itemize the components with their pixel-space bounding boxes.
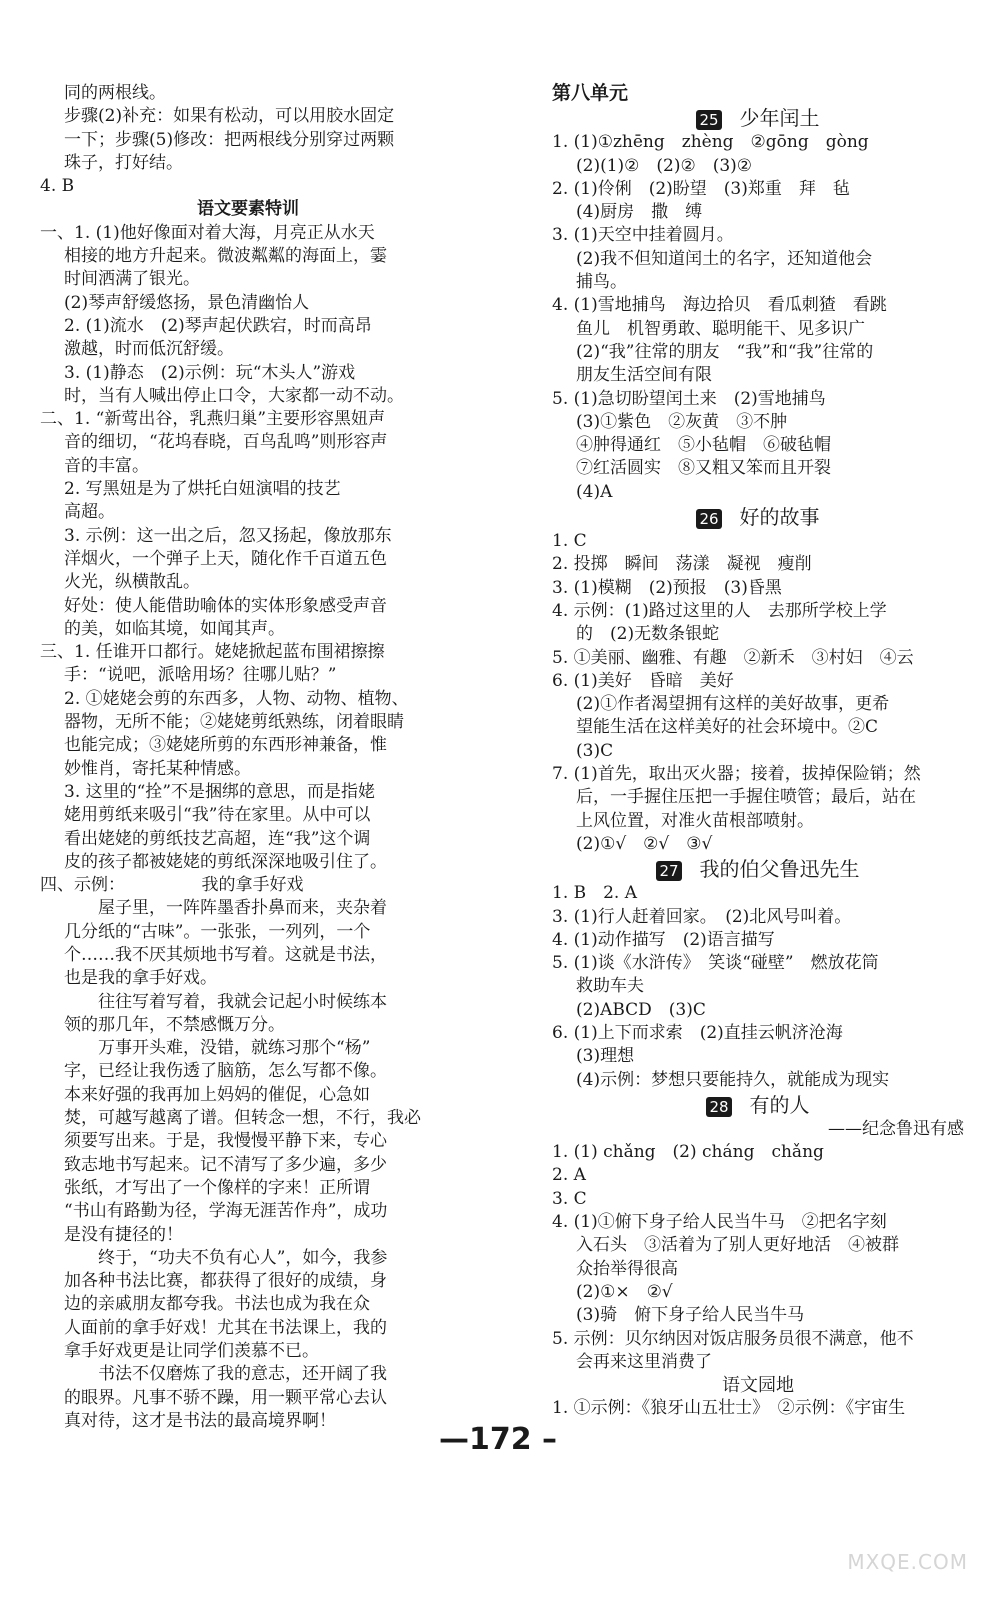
line-text: 步骤(2)补充：如果有松动，可以用胶水固定 [64,106,395,127]
watermark: MXQE.COM [847,1550,968,1574]
answer-line [40,664,456,687]
answer-line [552,201,964,224]
line-text: 看出姥姥的剪纸技艺高超，连“我”这个调 [64,828,371,849]
line-text: 屋子里，一阵阵墨香扑鼻而来，夹杂着 [64,898,387,919]
answer-line [40,828,456,851]
line-text: 朋友生活空间有限 [576,365,712,386]
answer-line [552,294,964,317]
line-text: 3. (1)模糊 (2)预报 (3)昏黑 [552,577,782,598]
answer-line [40,1387,456,1410]
line-text: 会再来这里消费了 [576,1351,712,1372]
answer-line [552,178,964,201]
answer-line [552,318,964,341]
answer-line [552,1188,964,1211]
line-text: 3. 示例：这一出之后，忽又扬起，像放那东 [64,525,392,546]
answer-line [40,455,456,478]
line-text: 音的细切，“花坞春晓，百鸟乱鸣”则形容声 [64,432,388,453]
answer-line [552,670,964,693]
line-text: 一、1. (1)他好像面对着大海，月亮正从水天 [40,222,375,243]
line-text: 二、1. “新莺出谷，乳燕归巢”主要形容黑妞声 [40,409,386,430]
line-text: 3. 这里的“拴”不是捆绑的意思，而是指姥 [64,781,376,802]
line-text: 2. 投掷 瞬间 荡漾 凝视 瘦削 [552,554,812,575]
line-text: 5. (1)急切盼望闰土来 (2)雪地捕鸟 [552,388,826,409]
answer-line [552,906,964,929]
answer-line [552,1069,964,1092]
answer-line [552,341,964,364]
line-text: 妙惟肖，寄托某种情感。 [64,758,251,779]
answer-line [552,82,964,105]
answer-line [40,571,456,594]
answer-line [40,734,456,757]
answer-line [552,553,964,576]
line-text: 时间洒满了银光。 [64,269,200,290]
answer-line [40,1154,456,1177]
answer-line [552,530,964,553]
lesson-heading [552,504,964,530]
answer-line [40,688,456,711]
line-text: 本来好强的我再加上妈妈的催促，心急如 [64,1084,370,1105]
answer-line [552,1304,964,1327]
answer-line [40,595,456,618]
line-text: 1. C [552,531,587,552]
line-text: 3. (1)静态 (2)示例：玩“木头人”游戏 [64,362,356,383]
line-text: 2. A [552,1165,586,1186]
line-text: (3)骑 俯下身子给人民当牛马 [576,1305,805,1326]
answer-line [552,975,964,998]
line-text: 致志地书写起来。记不清写了多少遍，多少 [64,1154,387,1175]
answer-line [552,786,964,809]
line-text: 7. (1)首先，取出灭火器；接着，拔掉保险销；然 [552,764,921,785]
answer-line [40,501,456,524]
answer-line [552,999,964,1022]
line-text: 语文园地 [722,1375,794,1397]
answer-line [552,647,964,670]
answer-line [40,1340,456,1363]
answer-line [40,431,456,454]
answer-line [40,268,456,291]
answer-line [552,1234,964,1257]
line-text: 激越，时而低沉舒缓。 [64,339,234,360]
line-text: 3. (1)天空中挂着圆月。 [552,225,734,246]
line-text: 领的那几年，不禁感慨万分。 [64,1014,285,1035]
line-text: (4)厨房 撒 缚 [576,202,703,223]
answer-line [552,1374,964,1397]
answer-line [552,131,964,154]
answer-line [552,224,964,247]
answer-line [552,411,964,434]
line-text: (4)示例：梦想只要能持久，就能成为现实 [576,1069,890,1090]
answer-line [40,758,456,781]
answer-line [552,623,964,646]
lesson-heading [552,1092,964,1118]
line-text: 第八单元 [552,82,629,104]
line-text: 1. (1) chǎng (2) cháng chǎng [552,1142,824,1163]
line-text: 后，一手握住压把一手握住喷管；最后，站在 [576,787,916,808]
answer-line [552,1045,964,1068]
answer-line [40,804,456,827]
answer-line [40,1107,456,1130]
answer-line [40,781,456,804]
line-text: ④肿得通红 ⑤小毡帽 ⑥破毡帽 [576,435,831,456]
line-text: 四、示例： 我的拿手好戏 [40,875,304,896]
line-text: 1. B 2. A [552,883,638,904]
answer-line [40,874,456,897]
line-text: 手：“说吧，派啥用场？往哪儿贴？” [64,665,337,686]
line-text: 4. B [40,176,75,197]
line-text: ——纪念鲁迅有感 [828,1118,964,1139]
answer-line [40,944,456,967]
line-text: 相接的地方升起来。微波粼粼的海面上，霎 [64,246,387,267]
answer-line [552,155,964,178]
answer-line [40,315,456,338]
line-text: (2)“我”往常的朋友 “我”和“我”往常的 [576,341,874,362]
answer-line [40,618,456,641]
answer-line [552,248,964,271]
line-text: (3)理想 [576,1046,635,1067]
answer-line [40,641,456,664]
line-text: 1. (1)①zhēng zhèng ②gōng gòng [552,132,869,153]
answer-line [40,408,456,431]
lesson-number-badge: 28 [706,1097,731,1117]
answer-line [40,1270,456,1293]
line-text: 入石头 ③活着为了别人更好地活 ④被群 [576,1235,899,1256]
answer-line [40,1363,456,1386]
answer-line [40,1084,456,1107]
line-text: 须要写出来。于是，我慢慢平静下来，专心 [64,1131,387,1152]
line-text: 2. (1)伶俐 (2)盼望 (3)郑重 拜 毡 [552,178,850,199]
line-text: (2)琴声舒缓悠扬，景色清幽怡人 [64,292,310,313]
answer-line [552,457,964,480]
answer-line [40,1224,456,1247]
line-text: (3)C [576,740,614,761]
line-text: 边的亲戚朋友都夸我。书法也成为我在众 [64,1294,370,1315]
line-text: 真对待，这才是书法的最高境界啊！ [64,1410,336,1431]
answer-line [40,175,456,198]
answer-line [552,434,964,457]
answer-line [552,882,964,905]
lesson-number-badge: 26 [696,509,721,529]
answer-line [40,82,456,105]
line-text: 焚，可越写越离了谱。但转念一想，不行，我必 [64,1108,421,1129]
answer-line [552,1281,964,1304]
answer-line [40,1130,456,1153]
line-text: (2)我不但知道闰土的名字，还知道他会 [576,248,873,269]
line-text: 4. 示例：(1)路过这里的人 去那所学校上学 [552,600,887,621]
answer-line [552,1258,964,1281]
answer-line [552,481,964,504]
line-text: 救助车夫 [576,976,644,997]
line-text: 万事开头难，没错，就练习那个“杨” [64,1038,371,1059]
line-text: 的 (2)无数条银蛇 [576,624,720,645]
line-text: 一下；步骤(5)修改：把两根线分别穿过两颗 [64,129,395,150]
line-text: “书山有路勤为径，学海无涯苦作舟”，成功 [64,1201,388,1222]
line-text: 望能生活在这样美好的社会环境中。②C [576,717,879,738]
line-text: 3. (1)行人赶着回家。 (2)北风号叫着。 [552,906,852,927]
line-text: 字，已经让我伤透了脑筋，怎么写都不像。 [64,1061,387,1082]
line-text: ⑦红活圆实 ⑧又粗又笨而且开裂 [576,458,831,479]
line-text: 2. (1)流水 (2)琴声起伏跌宕，时而高昂 [64,315,372,336]
answer-line [552,952,964,975]
answer-line [40,105,456,128]
answer-line [552,1141,964,1164]
line-text: (2)(1)② (2)② (3)② [576,155,753,176]
line-text: 书法不仅磨炼了我的意志，还开阔了我 [64,1364,387,1385]
line-text: 个……我不厌其烦地书写着。这就是书法， [64,944,387,965]
line-text: (2)ABCD (3)C [576,999,706,1020]
line-text: 洋烟火，一个弹子上天，随化作千百道五色 [64,548,387,569]
line-text: 的眼界。凡事不骄不躁，用一颗平常心去认 [64,1387,387,1408]
line-text: 好处：使人能借助喻体的实体形象感受声音 [64,595,387,616]
answer-line [552,763,964,786]
answer-line [40,198,456,221]
line-text: (2)①× ②√ [576,1281,673,1302]
answer-line [552,1022,964,1045]
answer-line [40,292,456,315]
line-text: 时，当有人喊出停止口令，大家都一动不动。 [64,385,404,406]
answer-line [40,1247,456,1270]
answer-line [40,1317,456,1340]
lesson-number-badge: 25 [696,110,721,130]
answer-line [40,1014,456,1037]
line-text: 5. 示例：贝尔纳因对饭店服务员很不满意，他不 [552,1328,914,1349]
line-text: 2. ①姥姥会剪的东西多，人物、动物、植物、 [64,688,409,709]
line-text: 6. (1)上下而求索 (2)直挂云帆济沧海 [552,1022,843,1043]
line-text: 也是我的拿手好戏。 [64,968,217,989]
answer-line [40,711,456,734]
line-text: 4. (1)①俯下身子给人民当牛马 ②把名字刻 [552,1212,887,1233]
line-text: 是没有捷径的！ [64,1224,183,1245]
line-text: 有的人 [749,1092,810,1117]
answer-line [552,364,964,387]
line-text: 音的丰富。 [64,455,149,476]
line-text: 火光，纵横散乱。 [64,572,200,593]
line-text: 5. ①美丽、幽雅、有趣 ②新禾 ③村妇 ④云 [552,647,914,668]
answer-line [40,851,456,874]
line-text: (4)A [576,481,613,502]
line-text: (2)①作者渴望拥有这样的美好故事，更希 [576,694,890,715]
answer-line [552,833,964,856]
line-text: 张纸，才写出了一个像样的字来！正所谓 [64,1177,370,1198]
answer-line [40,548,456,571]
line-text: 加各种书法比赛，都获得了很好的成绩，身 [64,1271,387,1292]
answer-line [40,1177,456,1200]
answer-line [40,1037,456,1060]
line-text: 的美，如临其境，如闻其声。 [64,618,285,639]
line-text: 4. (1)动作描写 (2)语言描写 [552,929,775,950]
line-text: 几分纸的“古味”。一张张，一列列，一个 [64,921,371,942]
answer-line [40,967,456,990]
answer-line [552,716,964,739]
line-text: 终于，“功夫不负有心人”，如今，我参 [64,1247,388,1268]
right-answer-column [552,82,964,1421]
answer-line [40,478,456,501]
lesson-number-badge: 27 [656,861,681,881]
line-text: 好的故事 [739,505,820,530]
line-text: 姥用剪纸来吸引“我”待在家里。从中可以 [64,805,371,826]
answer-line [552,1118,964,1141]
line-text: 上风位置，对准火苗根部喷射。 [576,810,814,831]
line-text: 也能完成；③姥姥所剪的东西形神兼备，惟 [64,735,387,756]
answer-line [40,1060,456,1083]
answer-line [40,897,456,920]
line-text: 捕鸟。 [576,272,627,293]
line-text: 少年闰土 [739,106,820,131]
answer-line [552,1328,964,1351]
line-text: 3. C [552,1188,587,1209]
answer-line [40,338,456,361]
line-text: 鱼儿 机智勇敢、聪明能干、见多识广 [576,318,865,339]
answer-line [40,1200,456,1223]
answer-line [552,600,964,623]
line-text: 高超。 [64,502,115,523]
answer-line [40,921,456,944]
page-number: —172 – [438,1422,558,1457]
line-text: 同的两根线。 [64,83,166,103]
answer-line [40,152,456,175]
line-text: 语文要素特训 [197,199,299,220]
line-text: 4. (1)雪地捕鸟 海边拾贝 看瓜刺猹 看跳 [552,295,887,316]
line-text: 往往写着写着，我就会记起小时候练本 [64,991,387,1012]
line-text: 1. ①示例：《狼牙山五壮士》 ②示例：《宇宙生 [552,1398,906,1419]
line-text: 器物，无所不能；②姥姥剪纸熟练，闭着眼睛 [64,712,404,733]
answer-line [40,525,456,548]
answer-line [552,1211,964,1234]
answer-line [552,740,964,763]
answer-line [40,385,456,408]
lesson-heading [552,105,964,131]
line-text: 人面前的拿手好戏！尤其在书法课上，我的 [64,1317,387,1338]
line-text: 三、1. 任谁开口都行。姥姥掀起蓝布围裙擦擦 [40,642,385,663]
left-answer-column [40,82,456,1433]
answer-line [552,271,964,294]
answer-line [40,991,456,1014]
answer-line [552,388,964,411]
line-text: 拿手好戏更是让同学们羡慕不已。 [64,1341,319,1362]
line-text: 皮的孩子都被姥姥的剪纸深深地吸引住了。 [64,851,387,872]
answer-line [40,222,456,245]
answer-line [40,245,456,268]
line-text: 众抬举得很高 [576,1258,678,1279]
answer-line [552,1164,964,1187]
answer-line [40,362,456,385]
answer-line [552,1397,964,1420]
line-text: 我的伯父鲁迅先生 [699,857,860,882]
line-text: 珠子，打好结。 [64,152,183,173]
line-text: 5. (1)谈《水浒传》 笑谈“碰壁” 燃放花筒 [552,953,879,974]
answer-line [552,929,964,952]
answer-line [552,810,964,833]
answer-line [552,1351,964,1374]
lesson-heading [552,856,964,882]
answer-line [40,1293,456,1316]
line-text: (2)①√ ②√ ③√ [576,833,713,854]
answer-line [552,693,964,716]
line-text: (3)①紫色 ②灰黄 ③不肿 [576,411,788,432]
answer-line [552,577,964,600]
line-text: 2. 写黑妞是为了烘托白妞演唱的技艺 [64,479,341,500]
answer-line [40,129,456,152]
line-text: 6. (1)美好 昏暗 美好 [552,670,734,691]
